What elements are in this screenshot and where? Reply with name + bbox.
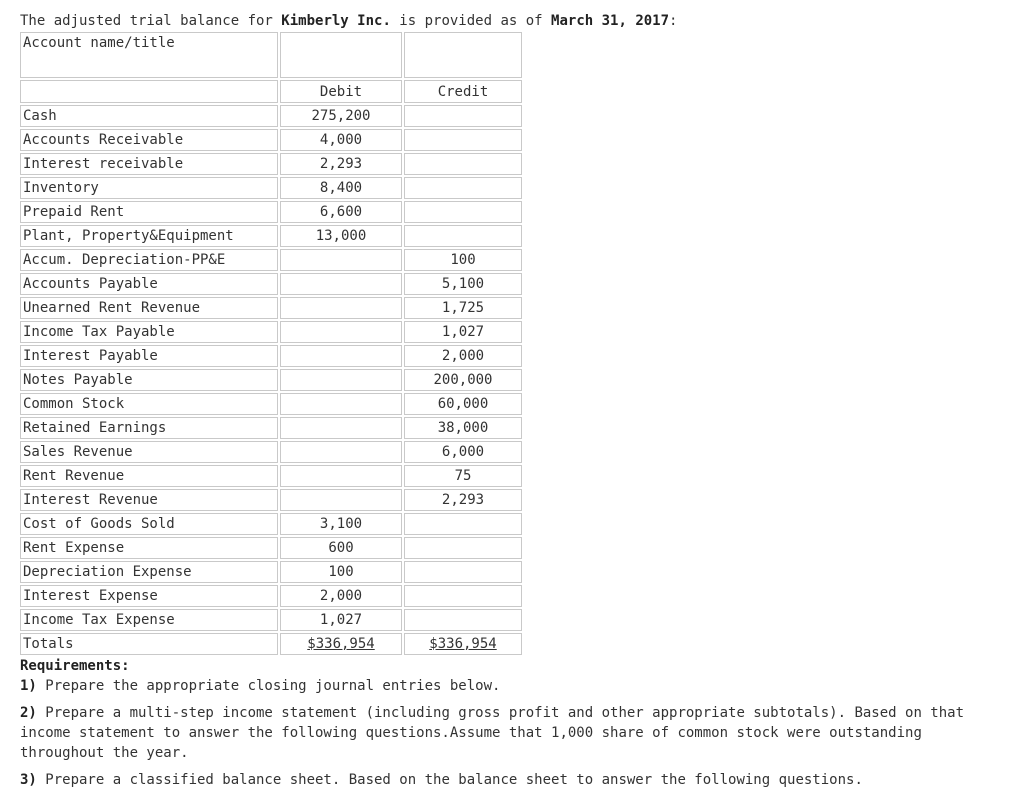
credit-amount [404,537,522,559]
intro-middle: is provided as of [390,13,552,29]
credit-amount: 75 [404,465,522,487]
intro-text [20,10,1024,32]
credit-amount [404,561,522,583]
credit-amount: 200,000 [404,369,522,391]
account-name: Income Tax Payable [20,321,278,343]
account-name: Notes Payable [20,369,278,391]
empty-header-cell [20,80,278,103]
credit-total-value: $336,954 [429,636,497,652]
credit-amount [404,585,522,607]
account-name: Interest receivable [20,153,278,175]
debit-amount [280,273,402,295]
account-name: Sales Revenue [20,441,278,463]
table-row [20,585,522,607]
table-row [20,249,522,271]
account-name: Interest Expense [20,585,278,607]
credit-amount: 100 [404,249,522,271]
credit-amount: 5,100 [404,273,522,295]
credit-total [404,633,522,655]
debit-amount: 275,200 [280,105,402,127]
requirement-text: Prepare a classified balance sheet. Based on the balance sheet to answer the following questions. [36,772,863,788]
credit-amount: 2,293 [404,489,522,511]
debit-amount [280,441,402,463]
account-name-header: Account name/title [20,32,278,78]
debit-amount: 2,293 [280,153,402,175]
requirement-item [20,676,1012,696]
requirement-number: 3) [20,772,37,788]
table-row [20,225,522,247]
debit-total [280,633,402,655]
credit-amount: 1,725 [404,297,522,319]
debit-amount: 600 [280,537,402,559]
debit-amount [280,465,402,487]
table-row [20,201,522,223]
intro-after: : [669,13,678,29]
trial-balance-table [18,30,524,657]
table-row [20,417,522,439]
account-name: Interest Revenue [20,489,278,511]
account-name: Rent Revenue [20,465,278,487]
requirements-section [20,656,1024,790]
account-name: Depreciation Expense [20,561,278,583]
requirement-item [20,770,1012,790]
account-name: Rent Expense [20,537,278,559]
account-name: Interest Payable [20,345,278,367]
column-header-row [20,80,522,103]
requirements-title: Requirements: [20,658,130,674]
empty-header-cell [404,32,522,78]
debit-amount [280,345,402,367]
table-row [20,393,522,415]
account-name: Retained Earnings [20,417,278,439]
debit-amount [280,297,402,319]
table-row [20,177,522,199]
requirements-list [20,676,1024,790]
totals-row [20,633,522,655]
debit-amount [280,489,402,511]
debit-amount [280,369,402,391]
table-row [20,561,522,583]
requirement-item [20,703,1012,763]
debit-amount [280,321,402,343]
table-row [20,489,522,511]
debit-amount: 6,600 [280,201,402,223]
table-row [20,105,522,127]
balance-date: March 31, 2017 [551,13,670,29]
table-row [20,441,522,463]
table-row [20,609,522,631]
debit-amount: 13,000 [280,225,402,247]
debit-amount: 8,400 [280,177,402,199]
company-name: Kimberly Inc. [281,13,391,29]
table-row [20,153,522,175]
account-name: Cash [20,105,278,127]
debit-amount: 2,000 [280,585,402,607]
credit-header: Credit [404,80,522,103]
debit-amount [280,393,402,415]
credit-amount: 6,000 [404,441,522,463]
account-name: Accounts Receivable [20,129,278,151]
account-name: Accounts Payable [20,273,278,295]
table-row [20,513,522,535]
requirement-number: 1) [20,678,37,694]
requirement-number: 2) [20,705,37,721]
credit-amount: 60,000 [404,393,522,415]
account-name: Accum. Depreciation-PP&E [20,249,278,271]
empty-header-cell [280,32,402,78]
table-row [20,297,522,319]
table-header-row [20,32,522,78]
account-name: Prepaid Rent [20,201,278,223]
credit-amount [404,201,522,223]
debit-amount: 1,027 [280,609,402,631]
account-name: Cost of Goods Sold [20,513,278,535]
account-name: Income Tax Expense [20,609,278,631]
account-name: Common Stock [20,393,278,415]
debit-header: Debit [280,80,402,103]
debit-total-value: $336,954 [307,636,375,652]
debit-amount: 4,000 [280,129,402,151]
table-row [20,369,522,391]
table-row [20,321,522,343]
credit-amount [404,105,522,127]
table-row [20,537,522,559]
credit-amount [404,153,522,175]
debit-amount: 3,100 [280,513,402,535]
intro-before: The adjusted trial balance for [20,13,282,29]
credit-amount: 38,000 [404,417,522,439]
account-name: Inventory [20,177,278,199]
credit-amount [404,513,522,535]
requirement-text: Prepare the appropriate closing journal entries below. [36,678,501,694]
credit-amount: 2,000 [404,345,522,367]
credit-amount [404,177,522,199]
table-row [20,345,522,367]
table-row [20,465,522,487]
table-row [20,129,522,151]
credit-amount: 1,027 [404,321,522,343]
account-name: Plant, Property&Equipment [20,225,278,247]
debit-amount [280,249,402,271]
credit-amount [404,609,522,631]
requirement-text: Prepare a multi-step income statement (including gross profit and other appropriate subtotals). Based on that income statement to answer the following questions.Assume that 1,000 share of common stock were outstanding throughout the year. [20,705,965,761]
debit-amount: 100 [280,561,402,583]
credit-amount [404,225,522,247]
table-row [20,273,522,295]
credit-amount [404,129,522,151]
debit-amount [280,417,402,439]
account-name: Unearned Rent Revenue [20,297,278,319]
totals-label: Totals [20,633,278,655]
